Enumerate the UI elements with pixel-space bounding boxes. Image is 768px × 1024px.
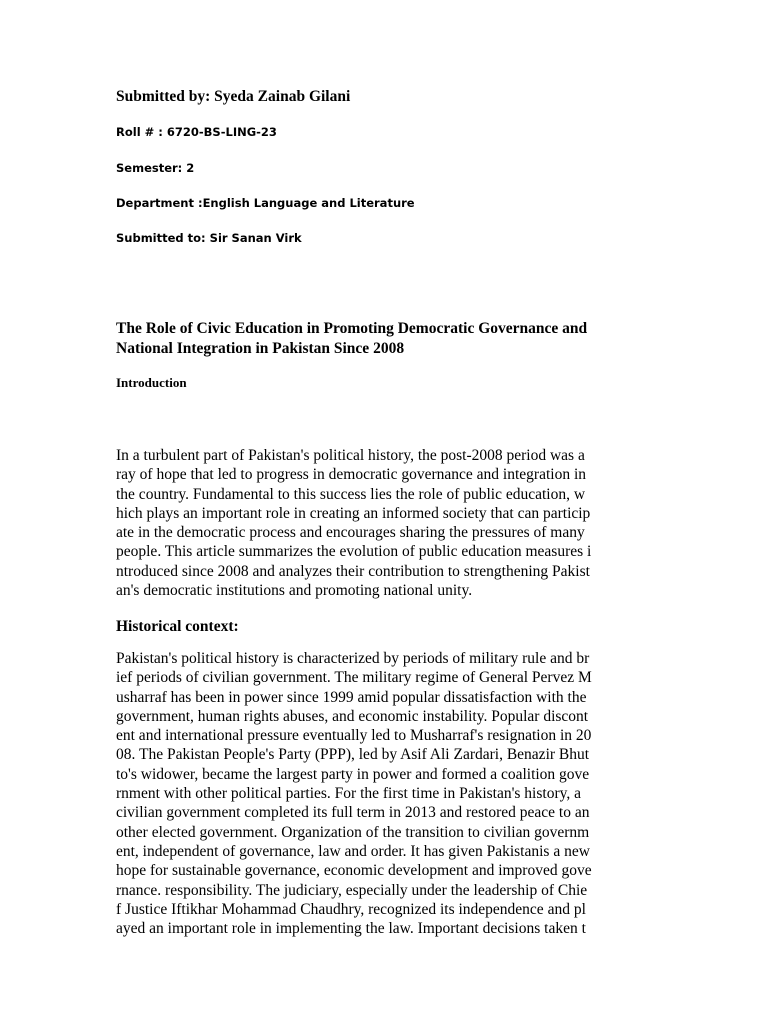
paragraph-line: ntroduced since 2008 and analyzes their contribution to strengthening Pakist <box>116 562 590 580</box>
title-line: National Integration in Pakistan Since 2008 <box>116 340 405 357</box>
paragraph-line: civilian government completed its full term in 2013 and restored peace to an <box>116 804 590 822</box>
paragraph-line: f Justice Iftikhar Mohammad Chaudhry, recognized its independence and pl <box>116 900 586 918</box>
historical-context-heading: Historical context: <box>116 618 239 635</box>
paragraph-line: ent, independent of governance, law and order. It has given Pakistanis a new <box>116 842 590 860</box>
paragraph-line: other elected government. Organization of the transition to civilian governm <box>116 823 590 841</box>
paragraph-line: rnance. responsibility. The judiciary, especially under the leadership of Chie <box>116 881 588 899</box>
paragraph-line: usharraf has been in power since 1999 amid popular dissatisfaction with the <box>116 688 587 706</box>
title-line: The Role of Civic Education in Promoting Democratic Governance and <box>116 320 588 337</box>
paragraph-line: Pakistan's political history is characterized by periods of military rule and br <box>116 650 590 667</box>
submitted-by: Submitted by: Syeda Zainab Gilani <box>116 88 351 105</box>
paragraph-line: ief periods of civilian government. The military regime of General Pervez M <box>116 669 592 687</box>
paragraph-line: the country. Fundamental to this success lies the role of public education, w <box>116 485 586 503</box>
paragraph-line: hich plays an important role in creating an informed society that can particip <box>116 504 591 522</box>
paragraph-line: an's democratic institutions and promoting national unity. <box>116 582 473 600</box>
paragraph-line: people. This article summarizes the evolution of public education measures i <box>116 543 592 561</box>
historical-context-paragraph <box>116 649 676 938</box>
roll-number: Roll # : 6720-BS-LING-23 <box>116 125 277 139</box>
paragraph-line: ate in the democratic process and encourages sharing the pressures of many <box>116 524 585 542</box>
paragraph-line: ray of hope that led to progress in democratic governance and integration in <box>116 466 587 484</box>
paragraph-line: ayed an important role in implementing the law. Important decisions taken t <box>116 920 586 938</box>
paragraph-line: ent and international pressure eventually led to Musharraf's resignation in 20 <box>116 727 592 745</box>
paragraph-line: to's widower, became the largest party in power and formed a coalition gove <box>116 765 590 783</box>
introduction-paragraph <box>116 446 676 600</box>
paragraph-line: In a turbulent part of Pakistan's political history, the post-2008 period was a <box>116 447 585 464</box>
paragraph-line: government, human rights abuses, and economic instability. Popular discont <box>116 707 589 725</box>
document-title <box>116 319 676 359</box>
department: Department :English Language and Literature <box>116 196 415 210</box>
paragraph-line: 08. The Pakistan People's Party (PPP), led by Asif Ali Zardari, Benazir Bhut <box>116 746 590 764</box>
paragraph-line: rnment with other political parties. For the first time in Pakistan's history, a <box>116 785 581 803</box>
introduction-heading: Introduction <box>116 375 187 390</box>
semester: Semester: 2 <box>116 161 195 175</box>
paragraph-line: hope for sustainable governance, economic development and improved gove <box>116 862 592 880</box>
submitted-to: Submitted to: Sir Sanan Virk <box>116 231 302 245</box>
